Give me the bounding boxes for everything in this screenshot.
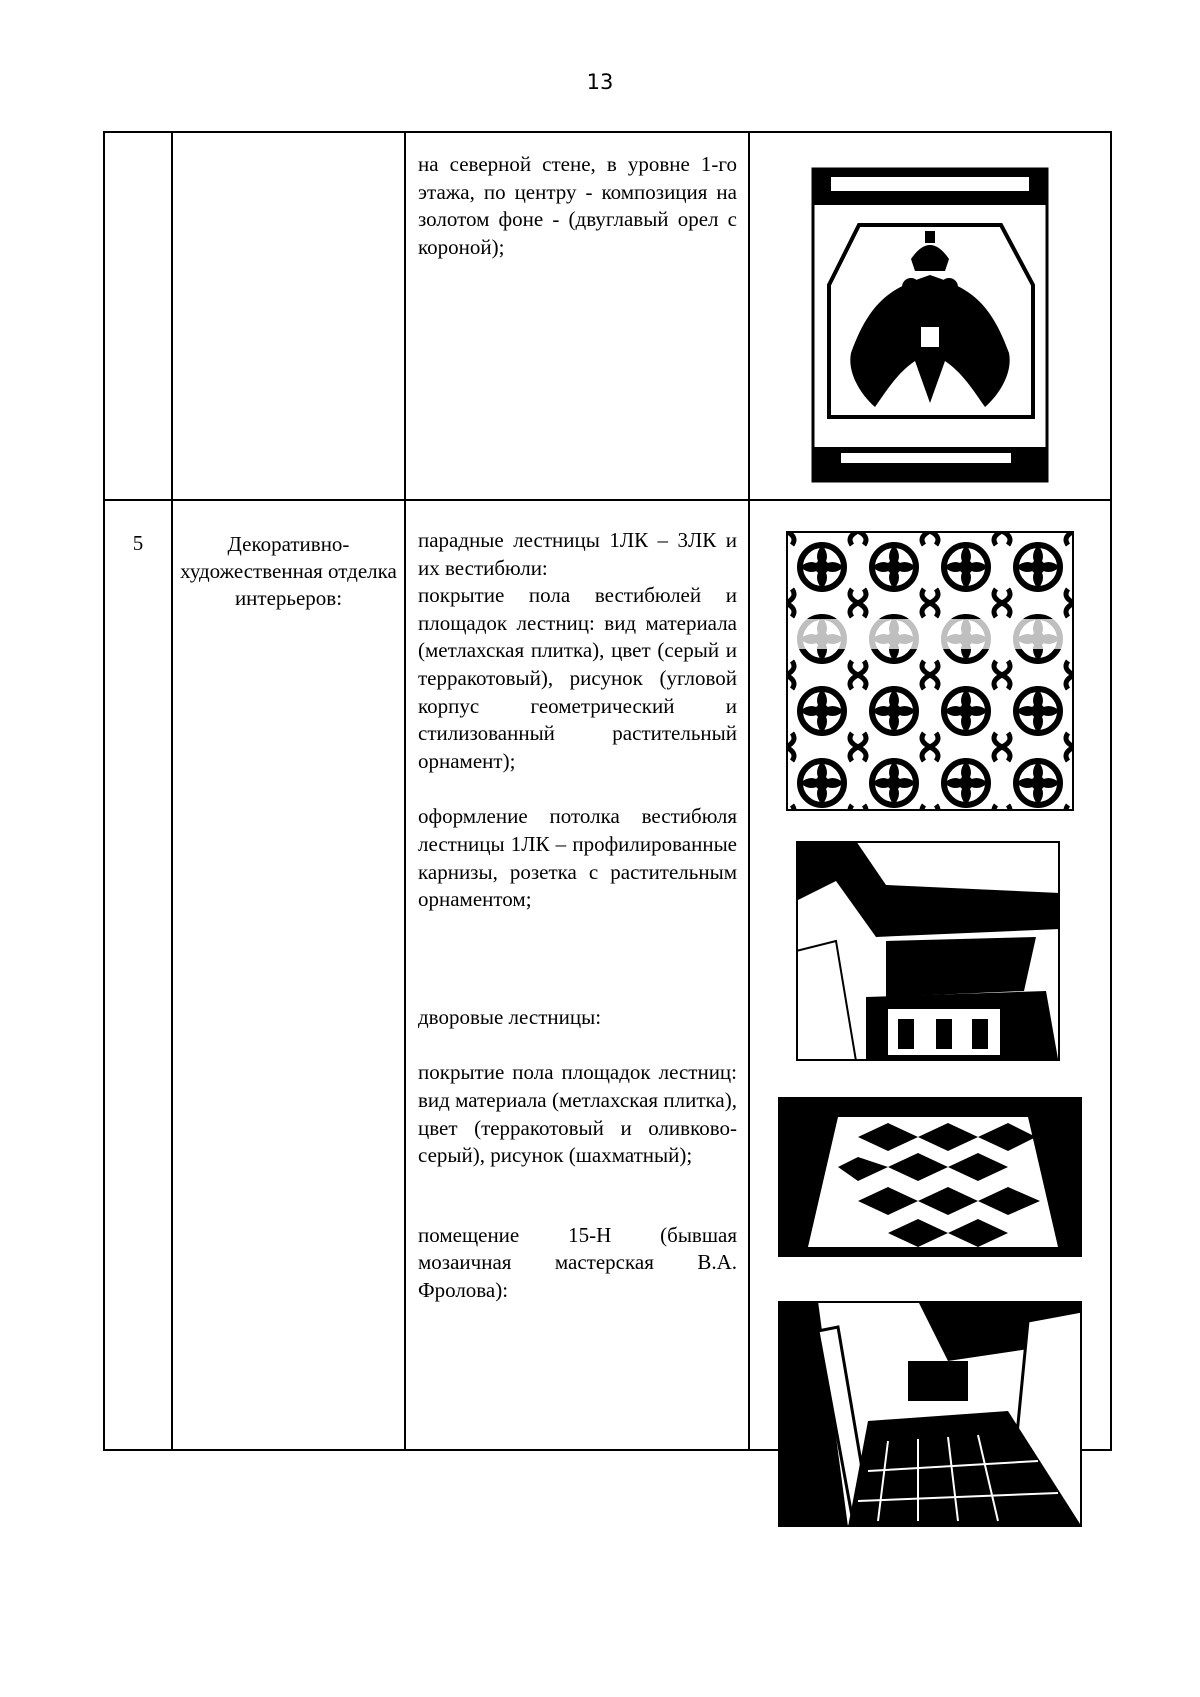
row-name-cell: Декоративно-художественная отделка интерьеров: [172, 500, 405, 1450]
row-name-cell [172, 132, 405, 500]
row-number-cell [104, 132, 172, 500]
ceiling-cornice-photo [796, 841, 1060, 1061]
row-description-cell [405, 132, 749, 500]
description-paragraph: парадные лестницы 1ЛК – 3ЛК и их вестибюли: [418, 528, 737, 580]
mosaic-workshop-photo [778, 1301, 1082, 1527]
heritage-table [103, 131, 1112, 1451]
row-photo-cell [749, 500, 1111, 1450]
description-paragraph: покрытие пола площадок лестниц: вид материала (метлахская плитка), цвет (терракотовый и оливково-серый), рисунок (шахматный); [418, 1060, 737, 1168]
row-number-cell: 5 [104, 500, 172, 1450]
double-headed-eagle-photo [811, 167, 1049, 483]
checkered-floor-photo [778, 1097, 1082, 1257]
table-row [104, 132, 1111, 500]
table-row [104, 500, 1111, 1450]
description-paragraph: помещение 15-Н (бывшая мозаичная мастерская В.А. Фролова): [418, 1222, 737, 1302]
page-number: 13 [586, 70, 614, 94]
description-paragraph: на северной стене, в уровне 1-го этажа, по центру - композиция на золотом фоне - (двуглавый орел с короной); [418, 152, 737, 259]
description-paragraph: покрытие пола вестибюлей и площадок лестниц: вид материала (метлахская плитка), цвет (серый и терракотовый), рисунок (угловой корпус геометрический и стилизованный растительный орнамент); [418, 583, 737, 773]
row-description-cell [405, 500, 749, 1450]
row-photo-cell [749, 132, 1111, 500]
description-paragraph: оформление потолка вестибюля лестницы 1ЛК – профилированные карнизы, розетка с растительным орнаментом; [418, 804, 737, 912]
floor-tile-ornament-photo [786, 531, 1074, 811]
description-paragraph: дворовые лестницы: [418, 1004, 602, 1029]
